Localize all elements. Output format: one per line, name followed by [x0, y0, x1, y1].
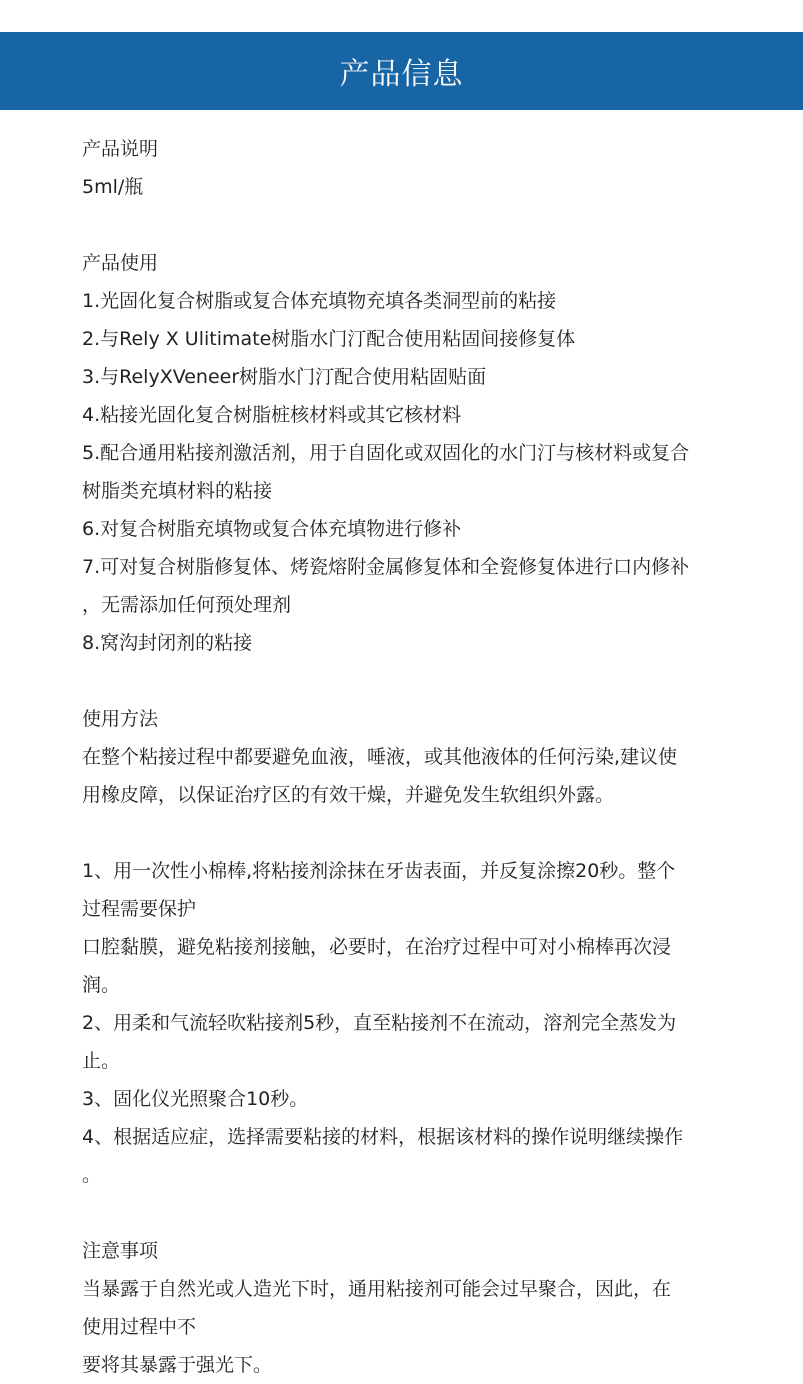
- method-step-line: 4、根据适应症，选择需要粘接的材料，根据该材料的操作说明继续操作: [82, 1126, 684, 1148]
- description-text: 5ml/瓶: [82, 176, 144, 198]
- usage-line: 2.与Rely X Ulitimate树脂水门汀配合使用粘固间接修复体: [82, 328, 576, 350]
- section-heading: 产品使用: [82, 252, 159, 274]
- method-step-line: 过程需要保护: [82, 898, 197, 920]
- section-description: [82, 130, 722, 206]
- page-title: 产品信息: [339, 57, 464, 92]
- method-step-line: 止。: [82, 1050, 121, 1072]
- section-usage: [82, 244, 722, 662]
- usage-line: 树脂类充填材料的粘接: [82, 480, 273, 502]
- usage-line: 5.配合通用粘接剂激活剂，用于自固化或双固化的水门汀与核材料或复合: [82, 442, 690, 464]
- method-step-line: 口腔黏膜，避免粘接剂接触，必要时，在治疗过程中可对小棉棒再次浸: [82, 936, 672, 958]
- section-heading: 注意事项: [82, 1240, 159, 1262]
- usage-line: 6.对复合树脂充填物或复合体充填物进行修补: [82, 518, 462, 540]
- usage-line: 4.粘接光固化复合树脂桩核材料或其它核材料: [82, 404, 462, 426]
- method-step-line: 润。: [82, 974, 121, 996]
- section-spacer: [82, 206, 722, 244]
- section-spacer: [82, 1194, 722, 1232]
- notes-line: 要将其暴露于强光下。: [82, 1354, 273, 1376]
- method-step-line: 3、固化仪光照聚合10秒。: [82, 1088, 309, 1110]
- usage-line: ，无需添加任何预处理剂: [82, 594, 292, 616]
- method-step-line: 。: [82, 1164, 102, 1186]
- method-intro-line: 在整个粘接过程中都要避免血液，唾液，或其他液体的任何污染,建议使: [82, 746, 678, 768]
- notes-line: 使用过程中不: [82, 1316, 197, 1338]
- section-method: [82, 700, 722, 1194]
- section-spacer: [82, 814, 722, 852]
- section-heading: 产品说明: [82, 138, 159, 160]
- page-header: [0, 32, 803, 110]
- method-intro-line: 用橡皮障，以保证治疗区的有效干燥，并避免发生软组织外露。: [82, 784, 615, 806]
- product-info-content: [82, 130, 722, 1384]
- usage-line: 1.光固化复合树脂或复合体充填物充填各类洞型前的粘接: [82, 290, 557, 312]
- usage-line: 8.窝沟封闭剂的粘接: [82, 632, 253, 654]
- section-heading: 使用方法: [82, 708, 159, 730]
- method-step-line: 1、用一次性小棉棒,将粘接剂涂抹在牙齿表面，并反复涂擦20秒。整个: [82, 860, 676, 882]
- method-step-line: 2、用柔和气流轻吹粘接剂5秒，直至粘接剂不在流动，溶剂完全蒸发为: [82, 1012, 677, 1034]
- section-notes: [82, 1232, 722, 1384]
- section-spacer: [82, 662, 722, 700]
- notes-line: 当暴露于自然光或人造光下时，通用粘接剂可能会过早聚合，因此，在: [82, 1278, 672, 1300]
- usage-line: 7.可对复合树脂修复体、烤瓷熔附金属修复体和全瓷修复体进行口内修补: [82, 556, 690, 578]
- usage-line: 3.与RelyXVeneer树脂水门汀配合使用粘固贴面: [82, 366, 487, 388]
